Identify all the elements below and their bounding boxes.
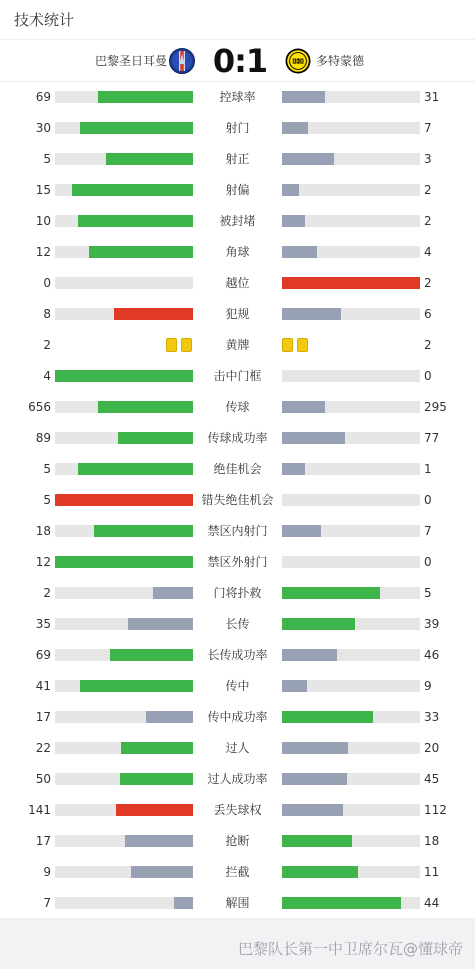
- stat-label: 抢断: [225, 834, 250, 848]
- home-stat-value: 10: [35, 214, 51, 228]
- home-stat-bar-fill: [89, 246, 193, 258]
- home-stat-bar-fill: [80, 680, 193, 692]
- stats-header: [0, 0, 475, 40]
- home-stat-bar-track: [55, 494, 193, 506]
- home-stat-value: 4: [43, 369, 51, 383]
- home-stat-bar-fill: [55, 370, 193, 382]
- home-stat-value: 69: [35, 90, 51, 104]
- home-stat-value: 50: [35, 772, 51, 786]
- home-stat-bar-track: [55, 804, 193, 816]
- footer-credit: 巴黎队长第一中卫席尔瓦@懂球帝: [237, 940, 463, 958]
- away-stat-value: 0: [424, 369, 432, 383]
- stat-label: 传球成功率: [207, 431, 268, 445]
- away-stat-value: 2: [424, 214, 432, 228]
- away-stat-bar-track: [282, 649, 420, 661]
- home-stat-value: 9: [43, 865, 51, 879]
- home-yellow-cards: [166, 338, 192, 352]
- stat-label: 击中门框: [213, 369, 262, 383]
- stat-row: [0, 702, 475, 733]
- stat-row: [0, 206, 475, 237]
- away-stat-bar-fill: [282, 618, 355, 630]
- stat-label: 角球: [225, 245, 250, 259]
- stat-row: [0, 392, 475, 423]
- home-stat-bar-track: [55, 680, 193, 692]
- away-stat-bar-track: [282, 711, 420, 723]
- away-stat-value: 31: [424, 90, 440, 104]
- stat-row: [0, 485, 475, 516]
- stat-label: 传中成功率: [207, 710, 268, 724]
- home-stat-value: 656: [28, 400, 51, 414]
- away-stat-bar-track: [282, 680, 420, 692]
- away-stat-bar-track: [282, 463, 420, 475]
- stat-row: [0, 671, 475, 702]
- away-stat-value: 9: [424, 679, 432, 693]
- away-stat-bar-track: [282, 556, 420, 568]
- away-stat-bar-track: [282, 835, 420, 847]
- stat-label: 射偏: [225, 183, 250, 197]
- away-stat-bar-fill: [282, 401, 325, 413]
- stat-label: 控球率: [219, 90, 256, 104]
- stat-row: [0, 733, 475, 764]
- stat-label: 错失绝佳机会: [201, 493, 274, 507]
- home-stat-bar-fill: [131, 866, 193, 878]
- away-stat-value: 44: [424, 896, 440, 910]
- stat-label: 绝佳机会: [213, 462, 262, 476]
- home-stat-value: 2: [43, 586, 51, 600]
- stats-list: [0, 82, 475, 919]
- home-stat-value: 30: [35, 121, 51, 135]
- home-stat-bar-fill: [55, 494, 193, 506]
- home-stat-value: 35: [35, 617, 51, 631]
- away-stat-bar-fill: [282, 184, 299, 196]
- home-stat-bar-track: [55, 525, 193, 537]
- away-stat-value: 20: [424, 741, 440, 755]
- stat-label: 过人成功率: [207, 772, 268, 786]
- away-stat-value: 5: [424, 586, 432, 600]
- away-stat-bar-track: [282, 494, 420, 506]
- home-stat-bar-track: [55, 649, 193, 661]
- away-stat-value: 18: [424, 834, 440, 848]
- home-stat-bar-fill: [125, 835, 193, 847]
- away-stat-bar-fill: [282, 122, 308, 134]
- away-stat-bar-track: [282, 122, 420, 134]
- away-stat-value: 0: [424, 555, 432, 569]
- stat-label: 门将扑救: [213, 586, 262, 600]
- away-stat-value: 6: [424, 307, 432, 321]
- home-stat-value: 17: [35, 710, 51, 724]
- stat-row: [0, 361, 475, 392]
- home-stat-value: 5: [43, 462, 51, 476]
- home-stat-value: 141: [28, 803, 51, 817]
- away-stat-value: 46: [424, 648, 440, 662]
- home-stat-bar-fill: [55, 556, 193, 568]
- stat-label: 被封堵: [219, 214, 256, 228]
- home-stat-bar-track: [55, 556, 193, 568]
- home-stat-bar-fill: [153, 587, 193, 599]
- away-stat-value: 11: [424, 865, 440, 879]
- match-score: 0:1: [212, 42, 268, 80]
- stat-label: 传球: [225, 400, 250, 414]
- home-stat-bar-track: [55, 463, 193, 475]
- home-stat-bar-fill: [174, 897, 193, 909]
- home-stat-bar-fill: [118, 432, 193, 444]
- away-stat-bar-fill: [282, 525, 321, 537]
- yellow-card-icon: [181, 338, 192, 352]
- home-stat-value: 15: [35, 183, 51, 197]
- away-team-name[interactable]: 多特蒙德: [316, 54, 365, 68]
- away-stat-value: 45: [424, 772, 440, 786]
- away-stat-bar-fill: [282, 804, 343, 816]
- stat-row: [0, 578, 475, 609]
- stat-row: [0, 547, 475, 578]
- home-stat-value: 2: [43, 338, 51, 352]
- away-stat-bar-fill: [282, 91, 325, 103]
- stat-label: 禁区内射门: [207, 524, 268, 538]
- away-stat-bar-track: [282, 246, 420, 258]
- away-stat-value: 2: [424, 338, 432, 352]
- home-stat-bar-fill: [146, 711, 193, 723]
- away-stat-bar-track: [282, 773, 420, 785]
- home-stat-bar-fill: [72, 184, 193, 196]
- away-stat-bar-track: [282, 401, 420, 413]
- home-stat-bar-track: [55, 401, 193, 413]
- home-stat-bar-track: [55, 122, 193, 134]
- stat-row: [0, 454, 475, 485]
- yellow-card-icon: [297, 338, 308, 352]
- home-stat-bar-fill: [98, 401, 193, 413]
- home-stat-bar-track: [55, 153, 193, 165]
- stat-row: [0, 330, 475, 361]
- away-stat-bar-fill: [282, 215, 305, 227]
- home-stat-bar-track: [55, 618, 193, 630]
- away-stat-bar-fill: [282, 153, 334, 165]
- home-stat-bar-track: [55, 587, 193, 599]
- page-title: 技术统计: [14, 11, 75, 29]
- home-stat-bar-track: [55, 835, 193, 847]
- stat-row: [0, 826, 475, 857]
- away-stat-bar-fill: [282, 897, 401, 909]
- home-stat-bar-fill: [128, 618, 193, 630]
- home-stat-bar-fill: [121, 742, 193, 754]
- away-stat-value: 4: [424, 245, 432, 259]
- away-stat-value: 3: [424, 152, 432, 166]
- home-stat-bar-track: [55, 215, 193, 227]
- home-stat-bar-track: [55, 184, 193, 196]
- home-stat-value: 17: [35, 834, 51, 848]
- away-stat-value: 0: [424, 493, 432, 507]
- stat-label: 禁区外射门: [207, 555, 268, 569]
- away-stat-value: 33: [424, 710, 440, 724]
- away-stat-value: 77: [424, 431, 440, 445]
- home-stat-bar-fill: [106, 153, 193, 165]
- stat-label: 过人: [225, 741, 250, 755]
- away-stat-bar-fill: [282, 649, 337, 661]
- away-stat-bar-track: [282, 277, 420, 289]
- away-stat-bar-track: [282, 742, 420, 754]
- stat-label: 解围: [225, 896, 250, 910]
- stat-row: [0, 299, 475, 330]
- away-stat-bar-fill: [282, 742, 348, 754]
- home-stat-value: 8: [43, 307, 51, 321]
- home-stat-bar-track: [55, 370, 193, 382]
- stat-row: [0, 609, 475, 640]
- away-stat-bar-track: [282, 432, 420, 444]
- stat-label: 长传: [225, 617, 250, 631]
- home-stat-bar-fill: [78, 463, 193, 475]
- away-stat-bar-fill: [282, 587, 380, 599]
- away-stat-bar-fill: [282, 773, 347, 785]
- stat-row: [0, 423, 475, 454]
- away-stat-bar-fill: [282, 463, 305, 475]
- away-stat-bar-track: [282, 184, 420, 196]
- away-stat-bar-track: [282, 215, 420, 227]
- away-stat-value: 112: [424, 803, 447, 817]
- away-stat-bar-track: [282, 525, 420, 537]
- home-stat-value: 22: [35, 741, 51, 755]
- away-stat-bar-track: [282, 866, 420, 878]
- home-stat-bar-track: [55, 866, 193, 878]
- home-stat-bar-fill: [80, 122, 193, 134]
- away-stat-bar-fill: [282, 680, 307, 692]
- home-stat-bar-fill: [120, 773, 193, 785]
- away-stat-value: 2: [424, 276, 432, 290]
- home-stat-bar-fill: [78, 215, 193, 227]
- stat-row: [0, 857, 475, 888]
- stat-label: 越位: [225, 276, 250, 290]
- away-stat-bar-fill: [282, 246, 317, 258]
- away-stat-bar-track: [282, 153, 420, 165]
- home-stat-bar-track: [55, 91, 193, 103]
- home-stat-value: 12: [35, 245, 51, 259]
- home-stat-bar-track: [55, 432, 193, 444]
- stat-row: [0, 144, 475, 175]
- stat-row: [0, 237, 475, 268]
- away-stat-bar-track: [282, 804, 420, 816]
- footer-bar: [0, 918, 475, 969]
- home-stat-value: 7: [43, 896, 51, 910]
- stat-row: [0, 640, 475, 671]
- home-stat-bar-track: [55, 246, 193, 258]
- away-stat-bar-fill: [282, 277, 420, 289]
- home-stat-value: 18: [35, 524, 51, 538]
- home-stat-value: 0: [43, 276, 51, 290]
- home-stat-bar-track: [55, 277, 193, 289]
- stat-row: [0, 795, 475, 826]
- away-stat-bar-fill: [282, 308, 341, 320]
- away-stat-bar-fill: [282, 835, 352, 847]
- away-yellow-cards: [282, 338, 308, 352]
- home-stat-bar-fill: [114, 308, 193, 320]
- home-stat-value: 41: [35, 679, 51, 693]
- yellow-card-icon: [282, 338, 293, 352]
- home-team-name[interactable]: 巴黎圣日耳曼: [94, 54, 167, 68]
- away-stat-bar-track: [282, 618, 420, 630]
- home-stat-value: 69: [35, 648, 51, 662]
- psg-crest-icon[interactable]: [169, 48, 195, 74]
- stat-label: 丢失球权: [213, 803, 262, 817]
- home-stat-bar-track: [55, 742, 193, 754]
- stat-label: 传中: [225, 679, 250, 693]
- home-stat-bar-track: [55, 308, 193, 320]
- away-stat-bar-track: [282, 370, 420, 382]
- away-stat-bar-fill: [282, 432, 345, 444]
- stat-label: 射门: [225, 121, 250, 135]
- away-stat-value: 2: [424, 183, 432, 197]
- away-stat-value: 39: [424, 617, 440, 631]
- stat-row: [0, 113, 475, 144]
- bvb-crest-icon[interactable]: [285, 48, 311, 74]
- away-stat-bar-track: [282, 308, 420, 320]
- away-stat-value: 7: [424, 121, 432, 135]
- stat-row: [0, 175, 475, 206]
- home-stat-value: 12: [35, 555, 51, 569]
- away-stat-value: 7: [424, 524, 432, 538]
- home-stat-bar-fill: [110, 649, 193, 661]
- home-stat-bar-track: [55, 897, 193, 909]
- home-stat-bar-fill: [116, 804, 193, 816]
- home-stat-bar-fill: [94, 525, 193, 537]
- stat-row: [0, 516, 475, 547]
- stat-row: [0, 764, 475, 795]
- stat-row: [0, 82, 475, 113]
- stat-label: 黄牌: [225, 338, 250, 352]
- away-stat-value: 1: [424, 462, 432, 476]
- stat-label: 射正: [225, 152, 250, 166]
- home-stat-value: 5: [43, 152, 51, 166]
- home-stat-bar-fill: [98, 91, 193, 103]
- match-scoreline: [0, 40, 475, 82]
- away-stat-bar-track: [282, 91, 420, 103]
- home-stat-bar-track: [55, 711, 193, 723]
- stat-label: 长传成功率: [207, 648, 268, 662]
- home-stat-value: 5: [43, 493, 51, 507]
- home-stat-value: 89: [35, 431, 51, 445]
- away-stat-bar-track: [282, 587, 420, 599]
- stat-row: [0, 268, 475, 299]
- away-stat-value: 295: [424, 400, 447, 414]
- away-stat-bar-track: [282, 897, 420, 909]
- home-stat-bar-track: [55, 773, 193, 785]
- away-stat-bar-fill: [282, 711, 373, 723]
- stat-row: [0, 888, 475, 919]
- stat-label: 拦截: [225, 865, 250, 879]
- away-stat-bar-fill: [282, 866, 358, 878]
- yellow-card-icon: [166, 338, 177, 352]
- stat-label: 犯规: [225, 307, 250, 321]
